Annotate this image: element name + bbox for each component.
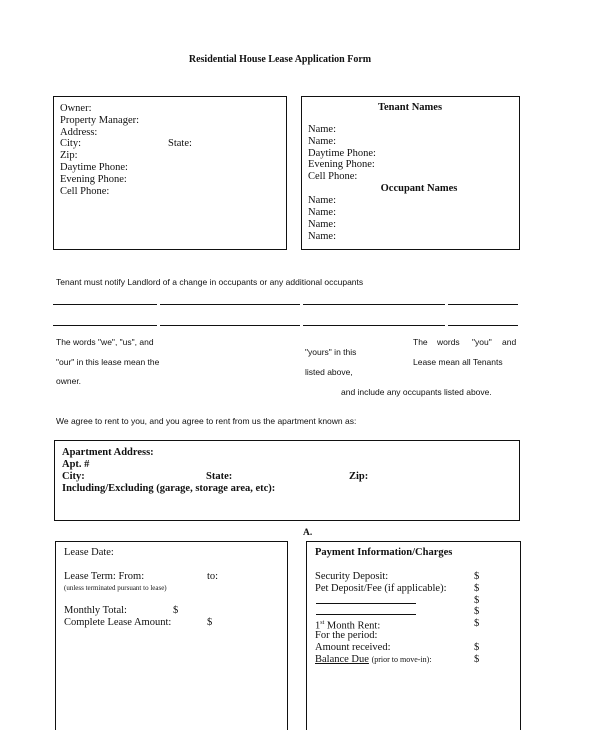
tenant-name-label: Name:	[308, 124, 336, 135]
balance-due-label	[315, 654, 432, 666]
tenant-daytime-phone-label: Daytime Phone:	[308, 148, 376, 159]
dollar-sign: $	[474, 618, 480, 629]
apartment-city-label: City:	[62, 471, 85, 482]
cell-phone-label: Cell Phone:	[60, 186, 110, 197]
lease-date-label: Lease Date:	[64, 547, 114, 558]
blank-charge-line[interactable]	[316, 614, 416, 615]
daytime-phone-label: Daytime Phone:	[60, 162, 128, 173]
city-label: City:	[60, 138, 82, 149]
apartment-address-label: Apartment Address:	[62, 447, 154, 458]
section-marker: A.	[303, 528, 313, 538]
occupant-fill-line[interactable]	[53, 304, 157, 305]
apt-number-label: Apt. #	[62, 459, 90, 470]
including-excluding-label: Including/Excluding (garage, storage area, etc):	[62, 483, 276, 494]
occupant-fill-line[interactable]	[160, 325, 300, 326]
words-text: and	[502, 337, 517, 347]
occupant-fill-line[interactable]	[160, 304, 300, 305]
tenant-evening-phone-label: Evening Phone:	[308, 159, 375, 170]
occupant-name-label: Name:	[308, 219, 336, 230]
words-text: The	[413, 337, 428, 347]
first-month-rent-text: Month Rent:	[326, 620, 381, 632]
apartment-zip-label: Zip:	[349, 471, 369, 482]
complete-lease-amount-label: Complete Lease Amount:	[64, 617, 172, 628]
complete-lease-amount-dollar: $	[207, 617, 213, 628]
occupant-name-label: Name:	[308, 231, 336, 242]
pet-deposit-label: Pet Deposit/Fee (if applicable):	[315, 583, 447, 594]
monthly-total-label: Monthly Total:	[64, 605, 127, 616]
lease-info-box	[55, 541, 288, 730]
words-text: "you"	[472, 337, 492, 347]
words-text: The words "we", "us", and	[56, 337, 154, 347]
property-manager-label: Property Manager:	[60, 115, 140, 126]
occupant-name-label: Name:	[308, 207, 336, 218]
occupant-fill-line[interactable]	[303, 304, 445, 305]
tenant-name-label: Name:	[308, 136, 336, 147]
state-label: State:	[168, 138, 192, 149]
occupant-names-heading: Occupant Names	[380, 183, 458, 194]
notify-landlord-text: Tenant must notify Landlord of a change in occupants or any additional occupants	[56, 277, 364, 287]
words-text: owner.	[56, 376, 82, 386]
lease-term-to-label: to:	[207, 571, 219, 582]
dollar-sign: $	[474, 642, 480, 653]
payment-heading: Payment Information/Charges	[315, 547, 453, 558]
owner-info-box	[53, 96, 287, 250]
occupant-fill-line[interactable]	[303, 325, 445, 326]
dollar-sign: $	[474, 606, 480, 617]
lease-term-from-label: Lease Term: From:	[64, 571, 145, 582]
balance-due-note: (prior to move-in):	[371, 655, 432, 664]
for-the-period-label: For the period:	[315, 630, 378, 641]
first-month-rent-suffix: st	[320, 620, 325, 626]
occupant-fill-line[interactable]	[448, 325, 518, 326]
tenant-names-heading: Tenant Names	[377, 102, 443, 113]
dollar-sign: $	[474, 583, 480, 594]
occupant-fill-line[interactable]	[53, 325, 157, 326]
dollar-sign: $	[474, 595, 480, 606]
zip-label: Zip:	[60, 150, 78, 161]
words-text: and include any occupants listed above.	[341, 387, 492, 397]
apartment-info-box	[54, 440, 520, 521]
agree-text: We agree to rent to you, and you agree to rent from us the apartment known as:	[56, 416, 357, 426]
apartment-state-label: State:	[206, 471, 233, 482]
words-text: listed above,	[305, 367, 353, 377]
address-label: Address:	[60, 127, 98, 138]
occupant-name-label: Name:	[308, 195, 336, 206]
balance-due-text: Balance Due	[315, 654, 369, 665]
first-month-rent-number: 1	[315, 620, 321, 632]
tenant-cell-phone-label: Cell Phone:	[308, 171, 358, 182]
words-text: words	[437, 337, 460, 347]
unless-terminated-note: (unless terminated pursuant to lease)	[64, 584, 167, 592]
owner-label: Owner:	[60, 103, 92, 114]
tenant-info-box	[301, 96, 520, 250]
blank-charge-line[interactable]	[316, 603, 416, 604]
occupant-fill-line[interactable]	[448, 304, 518, 305]
dollar-sign: $	[474, 654, 480, 665]
form-title: Residential House Lease Application Form	[188, 54, 372, 65]
security-deposit-label: Security Deposit:	[315, 571, 389, 582]
monthly-total-dollar: $	[173, 605, 179, 616]
words-text: Lease mean all Tenants	[413, 357, 503, 367]
amount-received-label: Amount received:	[315, 642, 391, 653]
dollar-sign: $	[474, 571, 480, 582]
words-text: "our" in this lease mean the	[56, 357, 160, 367]
evening-phone-label: Evening Phone:	[60, 174, 127, 185]
words-text: "yours" in this	[305, 347, 357, 357]
payment-info-box	[306, 541, 521, 730]
